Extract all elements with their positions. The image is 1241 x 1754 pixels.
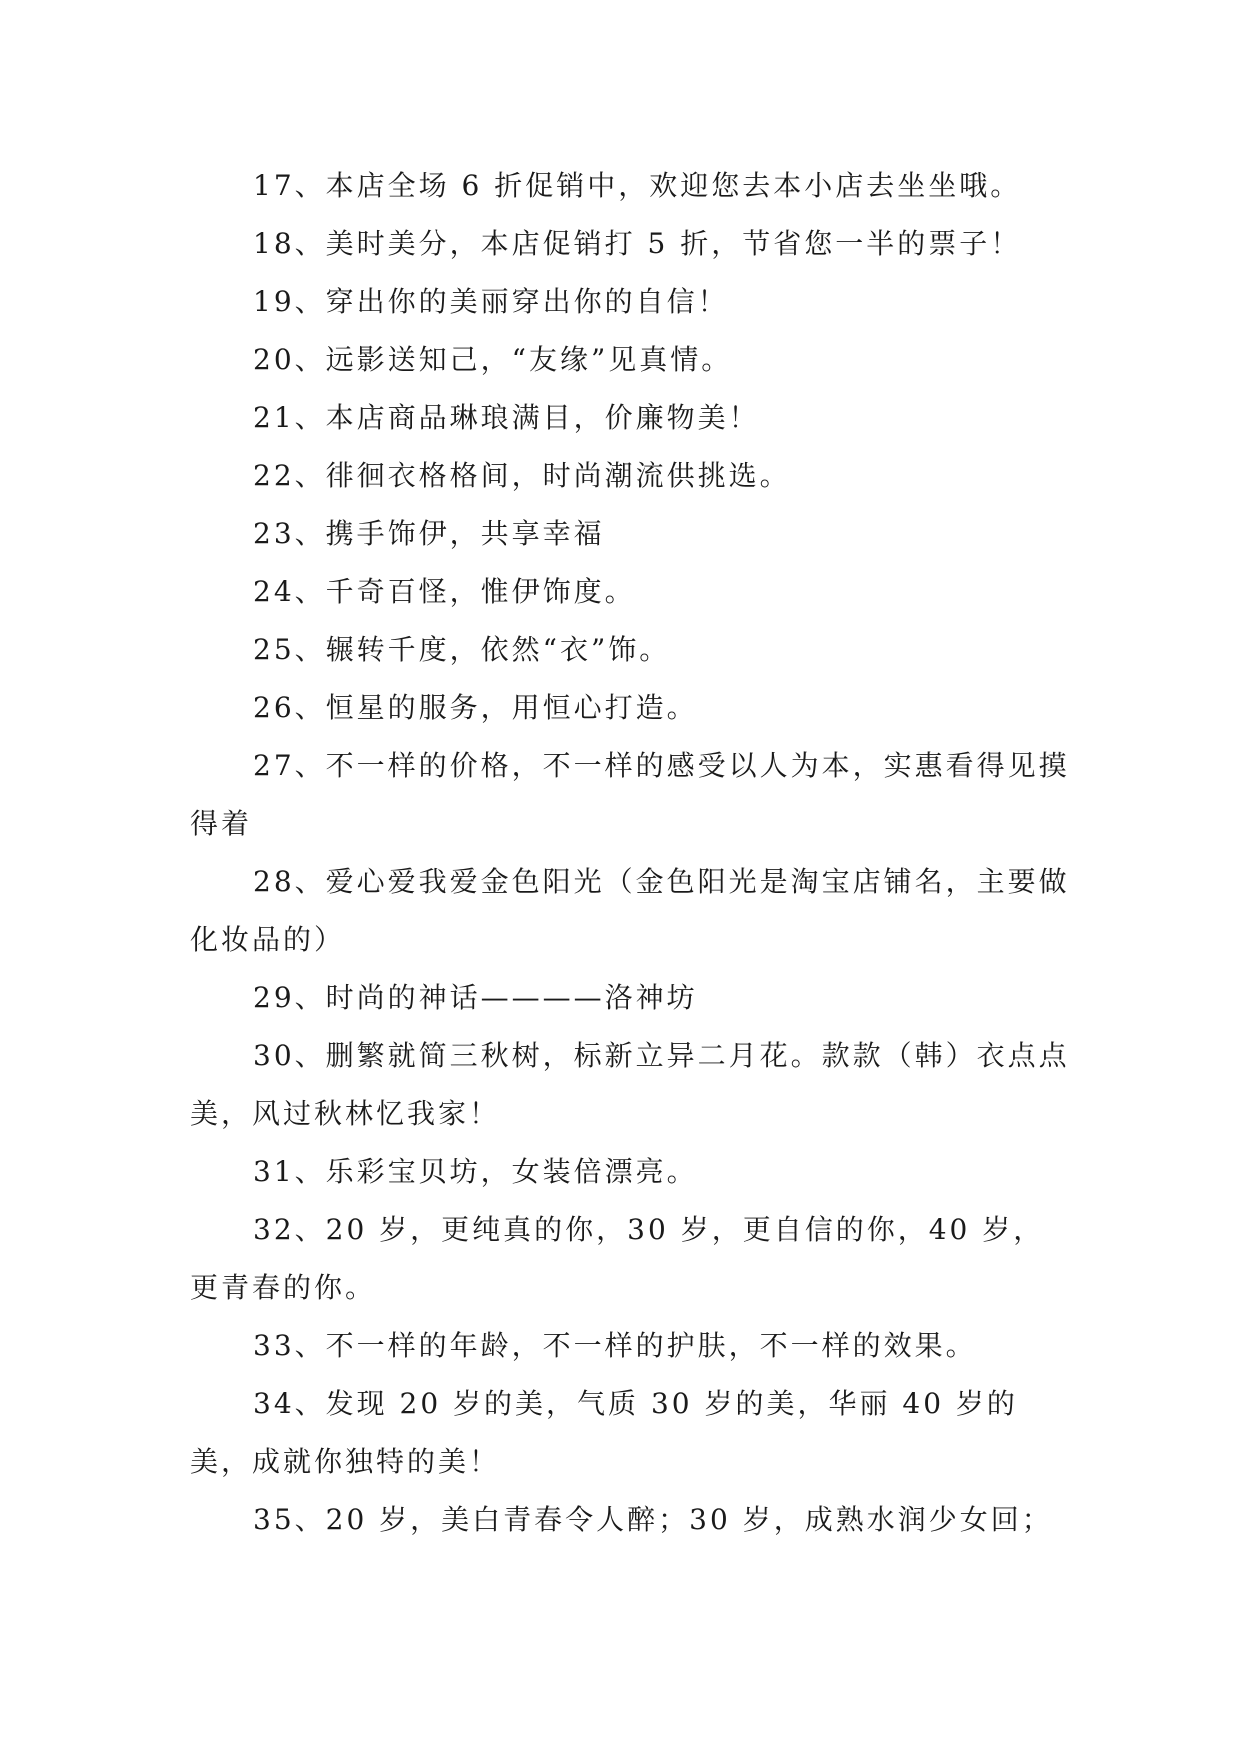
paragraph-23: 23、携手饰伊，共享幸福 <box>253 517 605 550</box>
paragraph-17: 17、本店全场 6 折促销中，欢迎您去本小店去坐坐哦。 <box>253 169 1022 202</box>
paragraph-32: 32、20 岁，更纯真的你，30 岁，更自信的你，40 岁，更青春的你。 <box>190 1213 1045 1304</box>
paragraph-33: 33、不一样的年龄，不一样的护肤，不一样的效果。 <box>253 1329 977 1362</box>
paragraph-35: 35、20 岁，美白青春令人醉；30 岁，成熟水润少女回； <box>253 1503 1053 1536</box>
paragraph-26: 26、恒星的服务，用恒心打造。 <box>253 691 698 724</box>
paragraph-28: 28、爱心爱我爱金色阳光（金色阳光是淘宝店铺名，主要做化妆品的） <box>190 865 1070 956</box>
paragraph-31: 31、乐彩宝贝坊，女装倍漂亮。 <box>253 1155 698 1188</box>
paragraph-20: 20、远影送知己，“友缘”见真情。 <box>253 343 733 376</box>
paragraph-21: 21、本店商品琳琅满目，价廉物美！ <box>253 401 760 434</box>
paragraph-19: 19、穿出你的美丽穿出你的自信！ <box>253 285 729 318</box>
paragraph-29: 29、时尚的神话————洛神坊 <box>253 981 698 1014</box>
paragraph-25: 25、辗转千度，依然“衣”饰。 <box>253 633 671 666</box>
paragraph-18: 18、美时美分，本店促销打 5 折，节省您一半的票子！ <box>253 227 1022 260</box>
paragraph-27: 27、不一样的价格，不一样的感受以人为本，实惠看得见摸得着 <box>190 749 1070 840</box>
document-body <box>190 157 1070 1549</box>
paragraph-22: 22、徘徊衣格格间，时尚潮流供挑选。 <box>253 459 791 492</box>
paragraph-30: 30、删繁就简三秋树，标新立异二月花。款款（韩）衣点点美，风过秋林忆我家！ <box>190 1039 1070 1130</box>
paragraph-24: 24、千奇百怪，惟伊饰度。 <box>253 575 636 608</box>
paragraph-34: 34、发现 20 岁的美，气质 30 岁的美，华丽 40 岁的美，成就你独特的美！ <box>190 1387 1018 1478</box>
